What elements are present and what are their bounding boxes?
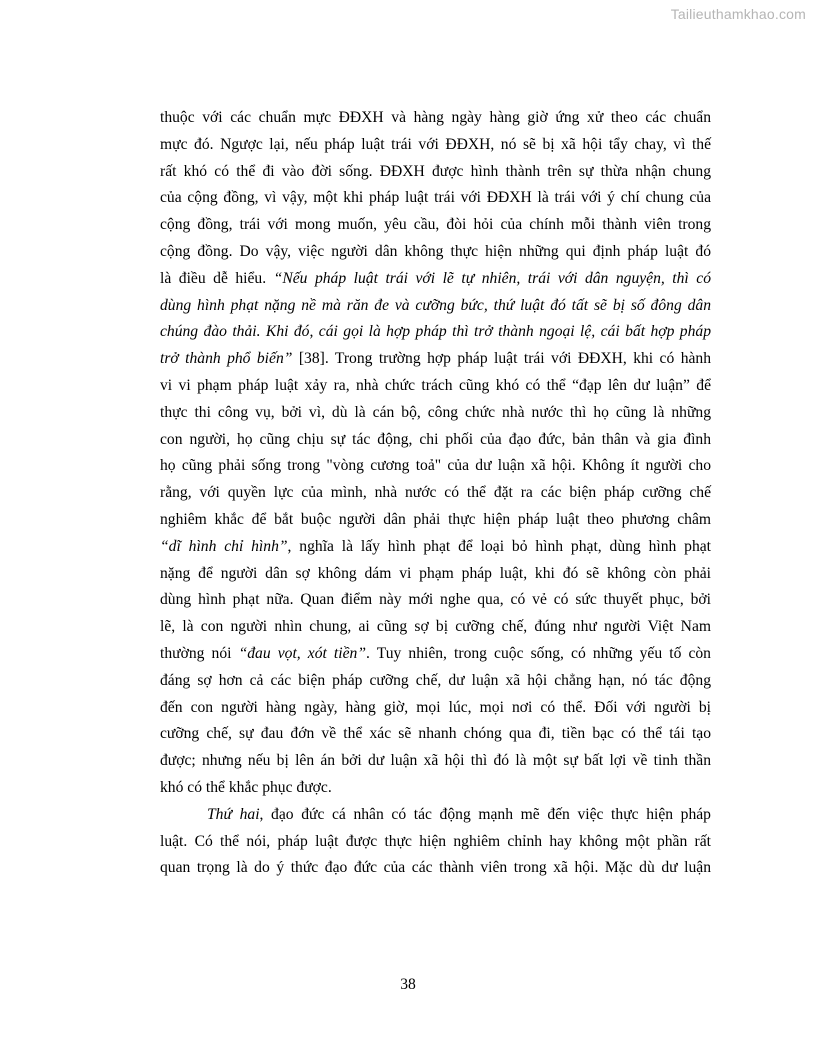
text-line: con người, họ cũng chịu sự tác động, chi phối của đạo đức, bản thân và gia đình — [160, 430, 711, 448]
text-line: rất khó có thể đi vào đời sống. ĐĐXH được hình thành trên sự thừa nhận chung — [160, 162, 711, 180]
text-line: cộng đồng, trái với mong muốn, yêu cầu, đòi hỏi của chính mỗi thành viên trong — [160, 216, 711, 234]
text-line: là điều dễ hiểu. “Nếu pháp luật trái với lẽ tự nhiên, trái với dân nguyện, thì có — [160, 269, 711, 287]
italic-phrase: Thứ hai — [207, 805, 260, 823]
italic-quote: trở thành phổ biến” — [160, 350, 293, 368]
text-line: quan trọng là do ý thức đạo đức của các thành viên trong xã hội. Mặc dù dư luận — [160, 859, 711, 877]
italic-quote: “Nếu pháp luật trái với lẽ tự nhiên, trái với dân nguyện, thì có — [273, 269, 711, 287]
text-line: thường nói “đau vọt, xót tiền”. Tuy nhiên, trong cuộc sống, có những yếu tố còn — [160, 644, 711, 662]
text-line: thực thi công vụ, bởi vì, dù là cán bộ, công chức nhà nước thì họ cũng là những — [160, 403, 711, 421]
text-line: luật. Có thể nói, pháp luật được thực hiện nghiêm chỉnh hay không một phần rất — [160, 832, 711, 850]
text-line: của cộng đồng, vì vậy, một khi pháp luật trái với ĐĐXH là trái với ý chí chung của — [160, 189, 711, 207]
text-line: mực đó. Ngược lại, nếu pháp luật trái với ĐĐXH, nó sẽ bị xã hội tẩy chay, vì thế — [160, 135, 711, 153]
italic-quote: “đau vọt, xót tiền” — [238, 644, 366, 662]
text-line — [160, 319, 711, 346]
page-number: 38 — [400, 976, 416, 993]
paragraph-2 — [160, 802, 711, 882]
text-line: cưỡng chế, sự đau đớn về thể xác sẽ nhanh chóng qua đi, tiền bạc có thể tái tạo — [160, 725, 711, 743]
italic-quote: dùng hình phạt nặng nề mà răn đe và cưỡng bức, thứ luật đó tất sẽ bị số đông dân — [160, 296, 711, 314]
italic-quote: “dĩ hình chỉ hình” — [160, 537, 288, 555]
text-line: dùng hình phạt nữa. Quan điểm này mới nghe qua, có vẻ có sức thuyết phục, bởi — [160, 591, 711, 609]
text-line: Thứ hai, đạo đức cá nhân có tác động mạnh mẽ đến việc thực hiện pháp — [207, 805, 711, 823]
watermark: Tailieuthamkhao.com — [670, 6, 806, 22]
text-line: nghiêm khắc để bắt buộc người dân phải thực hiện pháp luật theo phương châm — [160, 510, 711, 528]
text-line: đến con người hàng ngày, hàng giờ, mọi lúc, mọi nơi có thể. Đối với người bị — [160, 698, 711, 716]
text-line: trở thành phổ biến” [38]. Trong trường hợp pháp luật trái với ĐĐXH, khi có hành — [160, 350, 712, 368]
text-line: vi vi phạm pháp luật xảy ra, nhà chức trách cũng khó có thể “đạp lên dư luận” để — [160, 376, 711, 394]
text-line: thuộc với các chuẩn mực ĐĐXH và hàng ngày hàng giờ ứng xử theo các chuẩn — [160, 109, 711, 126]
text-line: khó có thể khắc phục được. — [160, 778, 332, 796]
page-body — [160, 105, 711, 882]
italic-quote: chúng đào thải. Khi đó, cái gọi là hợp pháp thì trở thành ngoại lệ, cái bất hợp pháp — [160, 323, 711, 341]
text-line: lẽ, là con người nhìn chung, ai cũng sợ bị cưỡng chế, đúng như người Việt Nam — [160, 618, 711, 636]
text-line: đáng sợ hơn cả các biện pháp cưỡng chế, dư luận xã hội chẳng hạn, nó tác động — [160, 671, 711, 689]
text-line: cộng đồng. Do vậy, việc người dân không thực hiện những qui định pháp luật đó — [160, 242, 711, 260]
text-line — [160, 293, 711, 320]
text-line: nặng để người dân sợ không dám vi phạm pháp luật, khi đó sẽ không còn phải — [160, 564, 711, 582]
text-line: họ cũng phải sống trong "vòng cương toả" của dư luận xã hội. Không ít người cho — [160, 457, 711, 475]
text-line: được; nhưng nếu bị lên án bởi dư luận xã hội thì đó là một sự bất lợi về tinh thần — [160, 752, 711, 770]
paragraph-1 — [160, 105, 711, 802]
text-line: “dĩ hình chỉ hình”, nghĩa là lấy hình phạt để loại bỏ hình phạt, dùng hình phạt — [160, 537, 711, 555]
text-line: rằng, với quyền lực của mình, nhà nước có thể đặt ra các biện pháp cưỡng chế — [160, 484, 711, 502]
